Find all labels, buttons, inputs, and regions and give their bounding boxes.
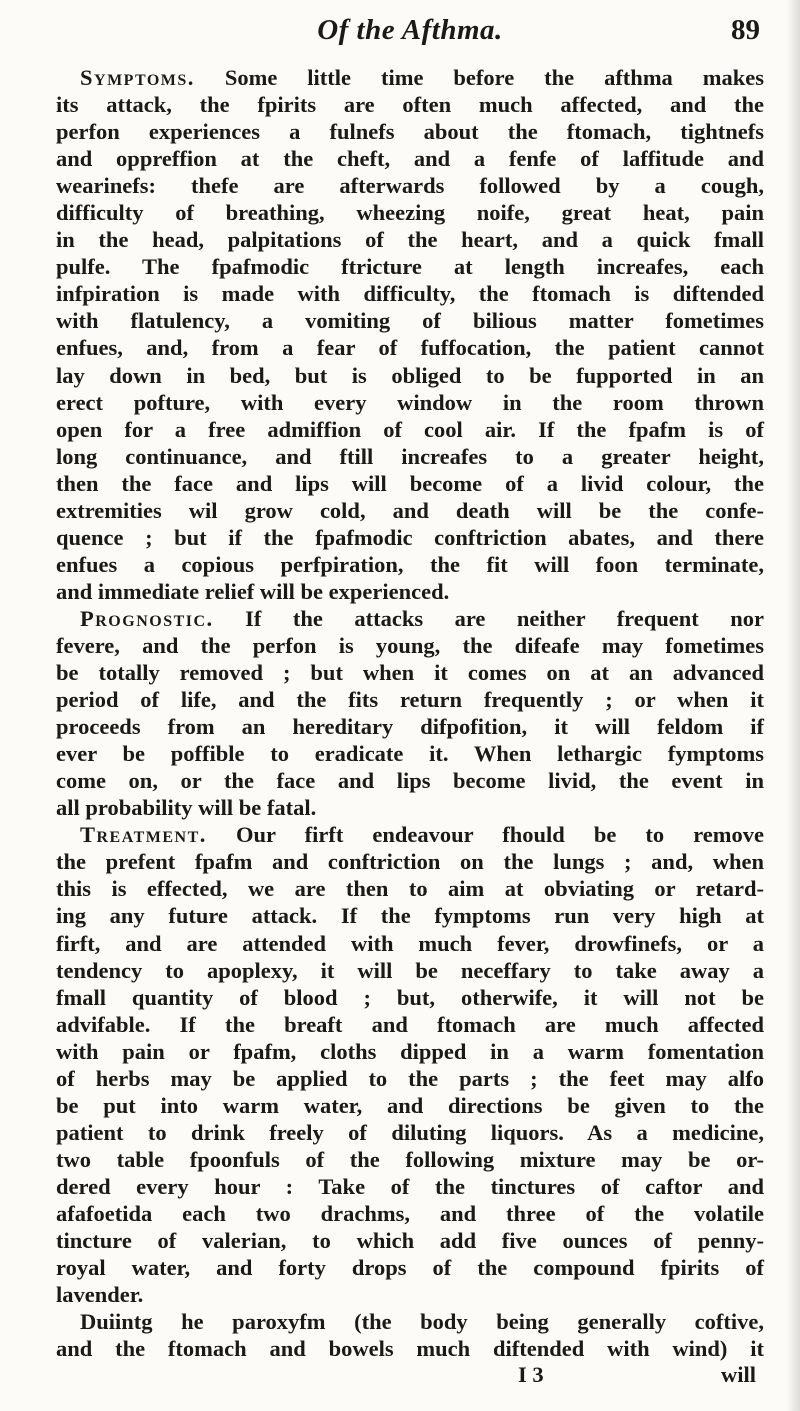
section-line — [56, 821, 764, 848]
text-line — [56, 1335, 764, 1362]
text-line — [56, 497, 764, 524]
line-text: Some little time before the afthma makes — [194, 65, 764, 90]
line-text: wearinefs: thefe are afterwards followed by a cough, — [56, 173, 764, 199]
text-line — [56, 145, 764, 172]
signature-mark: I 3 — [518, 1362, 544, 1387]
line-text: fmall quantity of blood ; but, otherwife, it will not be — [56, 984, 764, 1010]
line-text: erect pofture, with every window in the room thrown — [56, 389, 764, 415]
line-text: come on, or the face and lips become livid, the event in — [56, 768, 764, 794]
line-text: lavender. — [56, 1282, 144, 1308]
text-line — [56, 1173, 764, 1200]
catchword: will — [720, 1362, 756, 1387]
text-line — [56, 1119, 764, 1146]
line-text: in the head, palpitations of the heart, and a quick fmall — [56, 227, 764, 253]
text-line — [56, 767, 764, 794]
text-line — [56, 1227, 764, 1254]
line-text: dered every hour : Take of the tinctures of caftor and — [56, 1173, 764, 1199]
line-text: be totally removed ; but when it comes on at an advanced — [56, 660, 764, 686]
text-line — [56, 118, 764, 145]
page-edge-shadow — [786, 0, 800, 1411]
text-line — [56, 1254, 764, 1281]
text-line — [56, 1092, 764, 1119]
line-text: afafoetida each two drachms, and three of the volatile — [56, 1200, 764, 1226]
line-text: patient to drink freely of diluting liquors. As a medicine, — [56, 1119, 764, 1145]
text-line — [56, 416, 764, 443]
text-line — [56, 659, 764, 686]
line-text: ing any future attack. If the fymptoms run very high at — [56, 903, 764, 929]
line-text: ever be poffible to eradicate it. When lethargic fymptoms — [56, 741, 764, 767]
text-line — [56, 91, 764, 118]
line-text: this is effected, we are then to aim at obviating or retard- — [56, 876, 764, 902]
text-line — [56, 1146, 764, 1173]
line-text: of herbs may be applied to the parts ; the feet may alfo — [56, 1065, 764, 1091]
line-text: be put into warm water, and directions be given to the — [56, 1092, 764, 1118]
text-line — [56, 875, 764, 902]
text-line — [56, 226, 764, 253]
section-heading: Symptoms. — [80, 65, 195, 90]
line-text: open for a free admiffion of cool air. If the fpafm is of — [56, 416, 764, 442]
line-text: Duiintg he paroxyfm (the body being generally coftive, — [80, 1309, 764, 1335]
line-text: If the attacks are neither frequent nor — [213, 605, 764, 631]
text-line — [56, 253, 764, 280]
text-line — [56, 686, 764, 713]
text-line — [56, 794, 764, 821]
text-line — [56, 984, 764, 1011]
line-text: period of life, and the fits return frequently ; or when it — [56, 687, 764, 713]
line-text: all probability will be fatal. — [56, 795, 317, 821]
body-text — [56, 64, 764, 1362]
text-line — [56, 389, 764, 416]
line-text: extremities wil grow cold, and death will be the confe- — [56, 497, 764, 523]
line-text: tincture of valerian, to which add five ounces of penny- — [56, 1228, 764, 1254]
line-text: its attack, the fpirits are often much affected, and the — [56, 92, 764, 118]
line-text: two table fpoonfuls of the following mixture may be or- — [56, 1146, 764, 1172]
text-line — [56, 470, 764, 497]
line-text: advifable. If the breaft and ftomach are much affected — [56, 1011, 764, 1037]
text-line — [56, 632, 764, 659]
line-text: enfues a copious perfpiration, the fit will foon terminate, — [56, 551, 764, 577]
text-line — [56, 1065, 764, 1092]
text-line — [56, 199, 764, 226]
line-text: fevere, and the perfon is young, the difeafe may fometimes — [56, 632, 764, 658]
section-line — [56, 605, 764, 632]
line-text: quence ; but if the fpafmodic conftriction abates, and there — [56, 524, 764, 550]
section-heading: Treatment. — [80, 822, 207, 848]
text-line — [56, 307, 764, 334]
text-line — [56, 930, 764, 957]
text-line — [56, 1281, 764, 1308]
line-text: and oppreffion at the cheft, and a fenfe of laffitude and — [56, 146, 764, 172]
text-line — [56, 1038, 764, 1065]
page-number: 89 — [731, 14, 760, 46]
section-line — [56, 64, 764, 91]
text-line — [56, 280, 764, 307]
line-text: pulfe. The fpafmodic ftricture at length increafes, each — [56, 254, 764, 280]
line-text: royal water, and forty drops of the compound fpirits of — [56, 1255, 764, 1281]
line-text: with pain or fpafm, cloths dipped in a warm fomentation — [56, 1038, 764, 1064]
line-text: firft, and are attended with much fever, drowfinefs, or a — [56, 930, 764, 956]
text-line — [56, 713, 764, 740]
text-line — [56, 551, 764, 578]
running-head: Of the Afthma. — [317, 14, 503, 46]
line-text: the prefent fpafm and conftriction on the lungs ; and, when — [56, 849, 764, 875]
text-line — [56, 362, 764, 389]
text-line — [56, 1200, 764, 1227]
line-text: proceeds from an hereditary difpofition, it will feldom if — [56, 714, 764, 740]
line-text: difficulty of breathing, wheezing noife, great heat, pain — [56, 200, 764, 226]
line-text: infpiration is made with difficulty, the ftomach is diftended — [56, 281, 764, 307]
line-text: long continuance, and ftill increafes to a greater height, — [56, 443, 764, 469]
section-heading: Prognostic. — [80, 605, 214, 631]
text-line — [56, 740, 764, 767]
text-line — [56, 957, 764, 984]
line-text: lay down in bed, but is obliged to be fupported in an — [56, 362, 764, 388]
line-text: enfues, and, from a fear of fuffocation, the patient cannot — [56, 335, 764, 361]
text-line — [56, 1308, 764, 1335]
line-text: and the ftomach and bowels much diftended with wind) it — [56, 1336, 764, 1362]
text-line — [56, 172, 764, 199]
line-text: tendency to apoplexy, it will be neceffary to take away a — [56, 957, 764, 983]
text-line — [56, 848, 764, 875]
line-text: and immediate relief will be experienced. — [56, 578, 450, 604]
line-text: with flatulency, a vomiting of bilious matter fometimes — [56, 308, 764, 334]
text-line — [56, 443, 764, 470]
page-footer — [56, 1362, 764, 1392]
line-text: perfon experiences a fulnefs about the ftomach, tightnefs — [56, 119, 764, 145]
text-line — [56, 578, 764, 605]
line-text: then the face and lips will become of a livid colour, the — [56, 470, 764, 496]
page-header — [60, 14, 760, 54]
text-line — [56, 524, 764, 551]
text-line — [56, 334, 764, 361]
line-text: Our firft endeavour fhould be to remove — [206, 822, 764, 848]
text-line — [56, 902, 764, 929]
text-line — [56, 1011, 764, 1038]
